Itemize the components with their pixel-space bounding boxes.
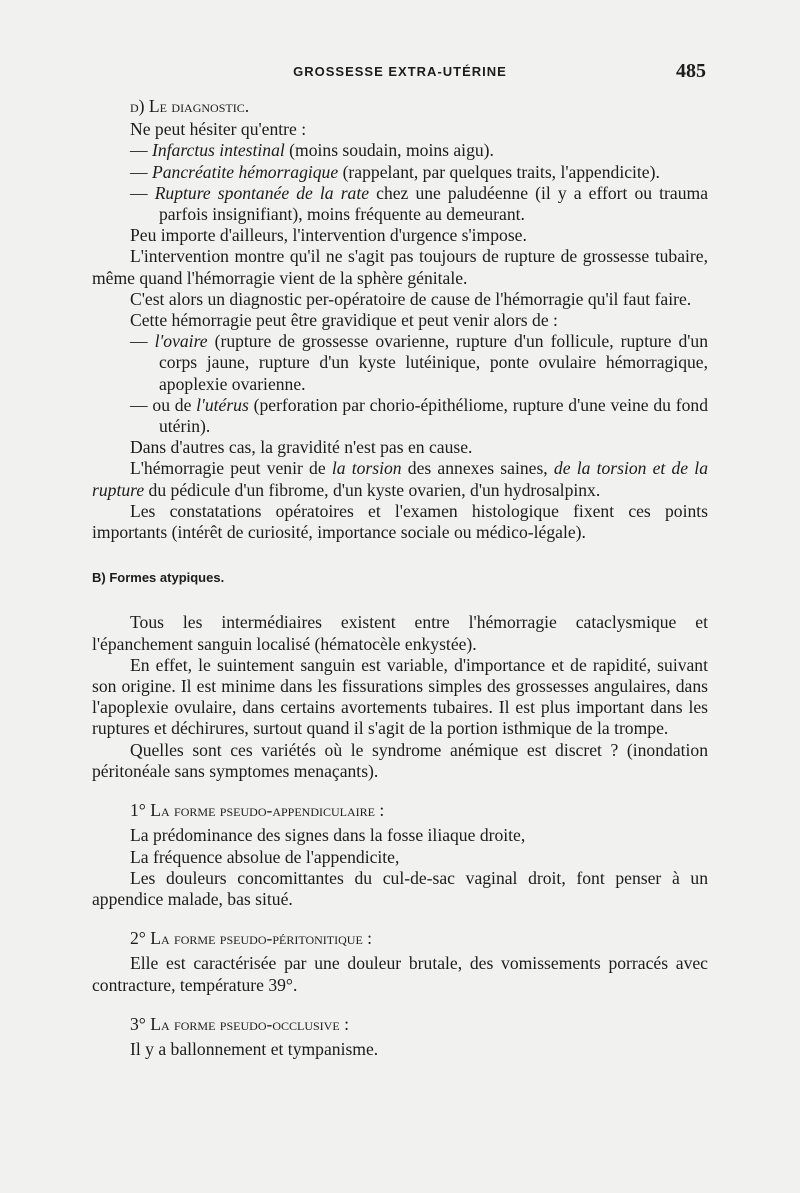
paragraph: Ne peut hésiter qu'entre :	[130, 119, 307, 140]
paragraph: Il y a ballonnement et tympanisme.	[130, 1038, 379, 1059]
paragraph: L'intervention montre qu'il ne s'agit pas toujours de rupture de grossesse tubaire, même quand l'hémorragie vient de la sphère génitale.	[92, 246, 708, 288]
page-number: 485	[676, 60, 706, 82]
subheading-forme-1: 1° La forme pseudo-appendiculaire :	[130, 800, 385, 821]
paragraph: Les constatations opératoires et l'examen histologique fixent ces points importants (intérêt de curiosité, importance sociale ou médico-légale).	[92, 500, 708, 543]
list-item: — Infarctus intestinal (moins soudain, moins aigu).	[130, 140, 494, 161]
paragraph: La prédominance des signes dans la fosse iliaque droite,	[130, 825, 526, 846]
paragraph: Les douleurs concomittantes du cul-de-sac vaginal droit, font penser à un appendice malade, bas situé.	[92, 867, 708, 909]
paragraph: Quelles sont ces variétés où le syndrome anémique est discret ? (inondation péritonéale sans symptomes menaçants).	[92, 739, 708, 781]
page-body	[92, 96, 708, 1060]
paragraph: C'est alors un diagnostic per-opératoire de cause de l'hémorragie qu'il faut faire.	[130, 288, 692, 309]
section-heading-diagnostic: d) Le diagnostic.	[130, 96, 250, 116]
subheading-forme-2: 2° La forme pseudo-péritonitique :	[130, 928, 373, 949]
list-item: — l'ovaire (rupture de grossesse ovarienne, rupture d'un follicule, rupture d'un corps jaune, rupture d'un kyste lutéinique, ponte ovulaire hémorragique, apoplexie ovarienne.	[130, 331, 709, 394]
paragraph: En effet, le suintement sanguin est variable, d'importance et de rapidité, suivant son origine. Il est minime dans les fissurations simples des grossesses angulaires, dans l'apoplexie ovulaire, dans certains avortements tubaires. Il est plus important dans les ruptures et déchirures, surtout quand il s'agit de la portion isthmique de la trompe.	[92, 654, 708, 739]
paragraph: L'hémorragie peut venir de la torsion des annexes saines, de la torsion et de la rupture du pédicule d'un fibrome, d'un kyste ovarien, d'un hydrosalpinx.	[92, 458, 708, 500]
section-heading-atypical: B) Formes atypiques.	[92, 570, 225, 586]
paragraph: Peu importe d'ailleurs, l'intervention d'urgence s'impose.	[130, 225, 527, 246]
list-item: — Pancréatite hémorragique (rappelant, par quelques traits, l'appendicite).	[130, 161, 660, 182]
paragraph: Dans d'autres cas, la gravidité n'est pas en cause.	[130, 437, 473, 458]
paragraph: Cette hémorragie peut être gravidique et peut venir alors de :	[130, 310, 558, 331]
list-item: — ou de l'utérus (perforation par chorio-épithéliome, rupture d'une veine du fond utérin).	[130, 394, 708, 437]
paragraph: La fréquence absolue de l'appendicite,	[130, 846, 400, 867]
paragraph: Tous les intermédiaires existent entre l'hémorragie cataclysmique et l'épanchement sanguin localisé (hématocèle enkystée).	[92, 612, 708, 654]
running-header: GROSSESSE EXTRA-UTÉRINE	[293, 64, 507, 79]
paragraph: Elle est caractérisée par une douleur brutale, des vomissements porracés avec contracture, température 39°.	[92, 953, 708, 995]
list-item: — Rupture spontanée de la rate chez une paludéenne (il y a effort ou trauma parfois insignifiant), moins fréquente au demeurant.	[130, 182, 708, 225]
subheading-forme-3: 3° La forme pseudo-occlusive :	[130, 1013, 349, 1034]
